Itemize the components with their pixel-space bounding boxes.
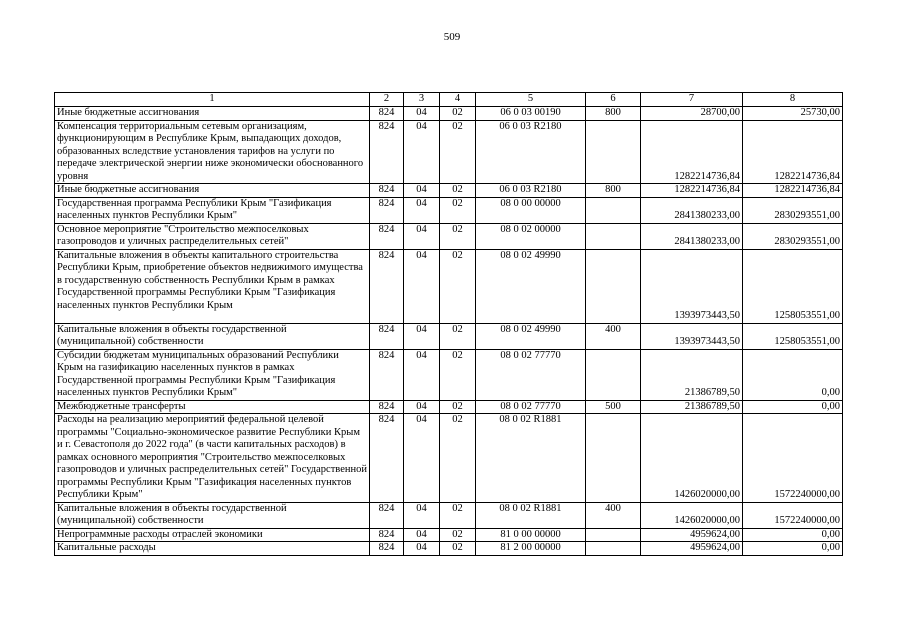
cell-target-article: 08 0 02 R1881 <box>476 414 586 503</box>
column-header: 2 <box>370 93 404 107</box>
cell-expense-type: 400 <box>586 323 641 349</box>
cell-expense-type <box>586 120 641 184</box>
cell-ministry-code: 824 <box>370 414 404 503</box>
table-row <box>55 349 843 400</box>
cell-target-article: 08 0 02 R1881 <box>476 502 586 528</box>
cell-subsection-code: 02 <box>440 414 476 503</box>
table-row <box>55 249 843 323</box>
column-header: 3 <box>404 93 440 107</box>
cell-target-article: 08 0 02 77770 <box>476 400 586 414</box>
cell-expense-type: 500 <box>586 400 641 414</box>
row-description: Капитальные расходы <box>55 542 370 556</box>
cell-ministry-code: 824 <box>370 542 404 556</box>
cell-amount-year-1: 21386789,50 <box>641 349 743 400</box>
table-row <box>55 414 843 503</box>
cell-amount-year-2: 25730,00 <box>743 107 843 121</box>
row-description: Основное мероприятие "Строительство межпоселковых газопроводов и уличных распределительных сетей" <box>55 223 370 249</box>
cell-amount-year-1: 4959624,00 <box>641 542 743 556</box>
cell-amount-year-1: 1282214736,84 <box>641 120 743 184</box>
cell-section-code: 04 <box>404 197 440 223</box>
row-description: Межбюджетные трансферты <box>55 400 370 414</box>
cell-target-article: 06 0 03 00190 <box>476 107 586 121</box>
cell-subsection-code: 02 <box>440 349 476 400</box>
cell-section-code: 04 <box>404 107 440 121</box>
cell-subsection-code: 02 <box>440 223 476 249</box>
cell-amount-year-2: 1572240000,00 <box>743 502 843 528</box>
cell-expense-type <box>586 528 641 542</box>
cell-target-article: 81 0 00 00000 <box>476 528 586 542</box>
cell-target-article: 06 0 03 R2180 <box>476 120 586 184</box>
cell-amount-year-2: 0,00 <box>743 400 843 414</box>
cell-subsection-code: 02 <box>440 502 476 528</box>
row-description: Компенсация территориальным сетевым организациям, функционирующим в Республике Крым, выпадающих доходов, образованных вследствие установления тарифов на услуги по передаче электрической энергии ниже экономически обоснованного уровня <box>55 120 370 184</box>
cell-amount-year-1: 2841380233,00 <box>641 223 743 249</box>
cell-ministry-code: 824 <box>370 502 404 528</box>
table-row <box>55 197 843 223</box>
cell-expense-type <box>586 197 641 223</box>
cell-amount-year-2: 1258053551,00 <box>743 249 843 323</box>
column-header: 5 <box>476 93 586 107</box>
cell-target-article: 08 0 02 00000 <box>476 223 586 249</box>
cell-subsection-code: 02 <box>440 107 476 121</box>
cell-ministry-code: 824 <box>370 120 404 184</box>
cell-expense-type <box>586 249 641 323</box>
cell-section-code: 04 <box>404 223 440 249</box>
row-description: Иные бюджетные ассигнования <box>55 107 370 121</box>
cell-amount-year-2: 1572240000,00 <box>743 414 843 503</box>
table-row <box>55 120 843 184</box>
cell-amount-year-1: 1282214736,84 <box>641 184 743 198</box>
table-row <box>55 542 843 556</box>
cell-section-code: 04 <box>404 542 440 556</box>
cell-amount-year-1: 2841380233,00 <box>641 197 743 223</box>
cell-section-code: 04 <box>404 414 440 503</box>
table-row <box>55 223 843 249</box>
cell-section-code: 04 <box>404 323 440 349</box>
row-description: Субсидии бюджетам муниципальных образований Республики Крым на газификацию населенных пунктов в рамках Государственной программы Республики Крым "Газификация населенных пунктов Республики Крым" <box>55 349 370 400</box>
column-header: 1 <box>55 93 370 107</box>
cell-amount-year-2: 1282214736,84 <box>743 184 843 198</box>
cell-section-code: 04 <box>404 120 440 184</box>
page-number: 509 <box>443 31 461 43</box>
table-row <box>55 528 843 542</box>
cell-amount-year-1: 1426020000,00 <box>641 414 743 503</box>
cell-target-article: 81 2 00 00000 <box>476 542 586 556</box>
cell-subsection-code: 02 <box>440 184 476 198</box>
cell-target-article: 08 0 02 49990 <box>476 249 586 323</box>
cell-amount-year-2: 0,00 <box>743 528 843 542</box>
cell-ministry-code: 824 <box>370 223 404 249</box>
row-description: Непрограммные расходы отраслей экономики <box>55 528 370 542</box>
cell-subsection-code: 02 <box>440 323 476 349</box>
budget-table <box>54 92 843 556</box>
cell-amount-year-1: 1393973443,50 <box>641 323 743 349</box>
cell-amount-year-2: 0,00 <box>743 542 843 556</box>
cell-amount-year-2: 1258053551,00 <box>743 323 843 349</box>
cell-expense-type: 400 <box>586 502 641 528</box>
cell-expense-type <box>586 349 641 400</box>
table-body <box>55 93 843 556</box>
cell-ministry-code: 824 <box>370 400 404 414</box>
cell-subsection-code: 02 <box>440 528 476 542</box>
cell-subsection-code: 02 <box>440 542 476 556</box>
cell-section-code: 04 <box>404 349 440 400</box>
cell-subsection-code: 02 <box>440 197 476 223</box>
column-header: 6 <box>586 93 641 107</box>
row-description: Капитальные вложения в объекты капитального строительства Республики Крым, приобретение объектов недвижимого имущества в государственную собственность Республики Крым в рамках Государственной программы Республики Крым "Газификация населенных пунктов Республики Крым <box>55 249 370 323</box>
cell-amount-year-1: 1393973443,50 <box>641 249 743 323</box>
cell-amount-year-1: 1426020000,00 <box>641 502 743 528</box>
cell-ministry-code: 824 <box>370 249 404 323</box>
cell-target-article: 08 0 02 77770 <box>476 349 586 400</box>
row-description: Государственная программа Республики Крым "Газификация населенных пунктов Республики Крым" <box>55 197 370 223</box>
table-header-row <box>55 93 843 107</box>
cell-expense-type <box>586 542 641 556</box>
column-header: 7 <box>641 93 743 107</box>
cell-amount-year-2: 1282214736,84 <box>743 120 843 184</box>
row-description: Капитальные вложения в объекты государственной (муниципальной) собственности <box>55 323 370 349</box>
cell-section-code: 04 <box>404 528 440 542</box>
cell-ministry-code: 824 <box>370 349 404 400</box>
row-description: Иные бюджетные ассигнования <box>55 184 370 198</box>
cell-expense-type: 800 <box>586 107 641 121</box>
cell-ministry-code: 824 <box>370 197 404 223</box>
cell-target-article: 08 0 00 00000 <box>476 197 586 223</box>
cell-amount-year-2: 2830293551,00 <box>743 197 843 223</box>
cell-amount-year-2: 2830293551,00 <box>743 223 843 249</box>
cell-ministry-code: 824 <box>370 184 404 198</box>
table-row <box>55 323 843 349</box>
column-header: 8 <box>743 93 843 107</box>
cell-target-article: 08 0 02 49990 <box>476 323 586 349</box>
table-row <box>55 400 843 414</box>
cell-amount-year-1: 4959624,00 <box>641 528 743 542</box>
cell-expense-type: 800 <box>586 184 641 198</box>
cell-expense-type <box>586 414 641 503</box>
cell-amount-year-1: 21386789,50 <box>641 400 743 414</box>
row-description: Капитальные вложения в объекты государственной (муниципальной) собственности <box>55 502 370 528</box>
cell-section-code: 04 <box>404 184 440 198</box>
cell-ministry-code: 824 <box>370 323 404 349</box>
cell-ministry-code: 824 <box>370 528 404 542</box>
cell-target-article: 06 0 03 R2180 <box>476 184 586 198</box>
cell-section-code: 04 <box>404 249 440 323</box>
cell-amount-year-1: 28700,00 <box>641 107 743 121</box>
cell-subsection-code: 02 <box>440 120 476 184</box>
cell-section-code: 04 <box>404 400 440 414</box>
cell-expense-type <box>586 223 641 249</box>
table-row <box>55 184 843 198</box>
table-row <box>55 107 843 121</box>
cell-amount-year-2: 0,00 <box>743 349 843 400</box>
cell-section-code: 04 <box>404 502 440 528</box>
column-header: 4 <box>440 93 476 107</box>
row-description: Расходы на реализацию мероприятий федеральной целевой программы "Социально-экономическое развитие Республики Крым и г. Севастополя до 2022 года" (в части капитальных расходов) в рамках основного мероприятия "Строительство межпоселковых газопроводов и уличных распределительных сетей" Государственной программы Республики Крым "Газификация населенных пунктов Республики Крым" <box>55 414 370 503</box>
cell-subsection-code: 02 <box>440 249 476 323</box>
table-row <box>55 502 843 528</box>
cell-ministry-code: 824 <box>370 107 404 121</box>
cell-subsection-code: 02 <box>440 400 476 414</box>
